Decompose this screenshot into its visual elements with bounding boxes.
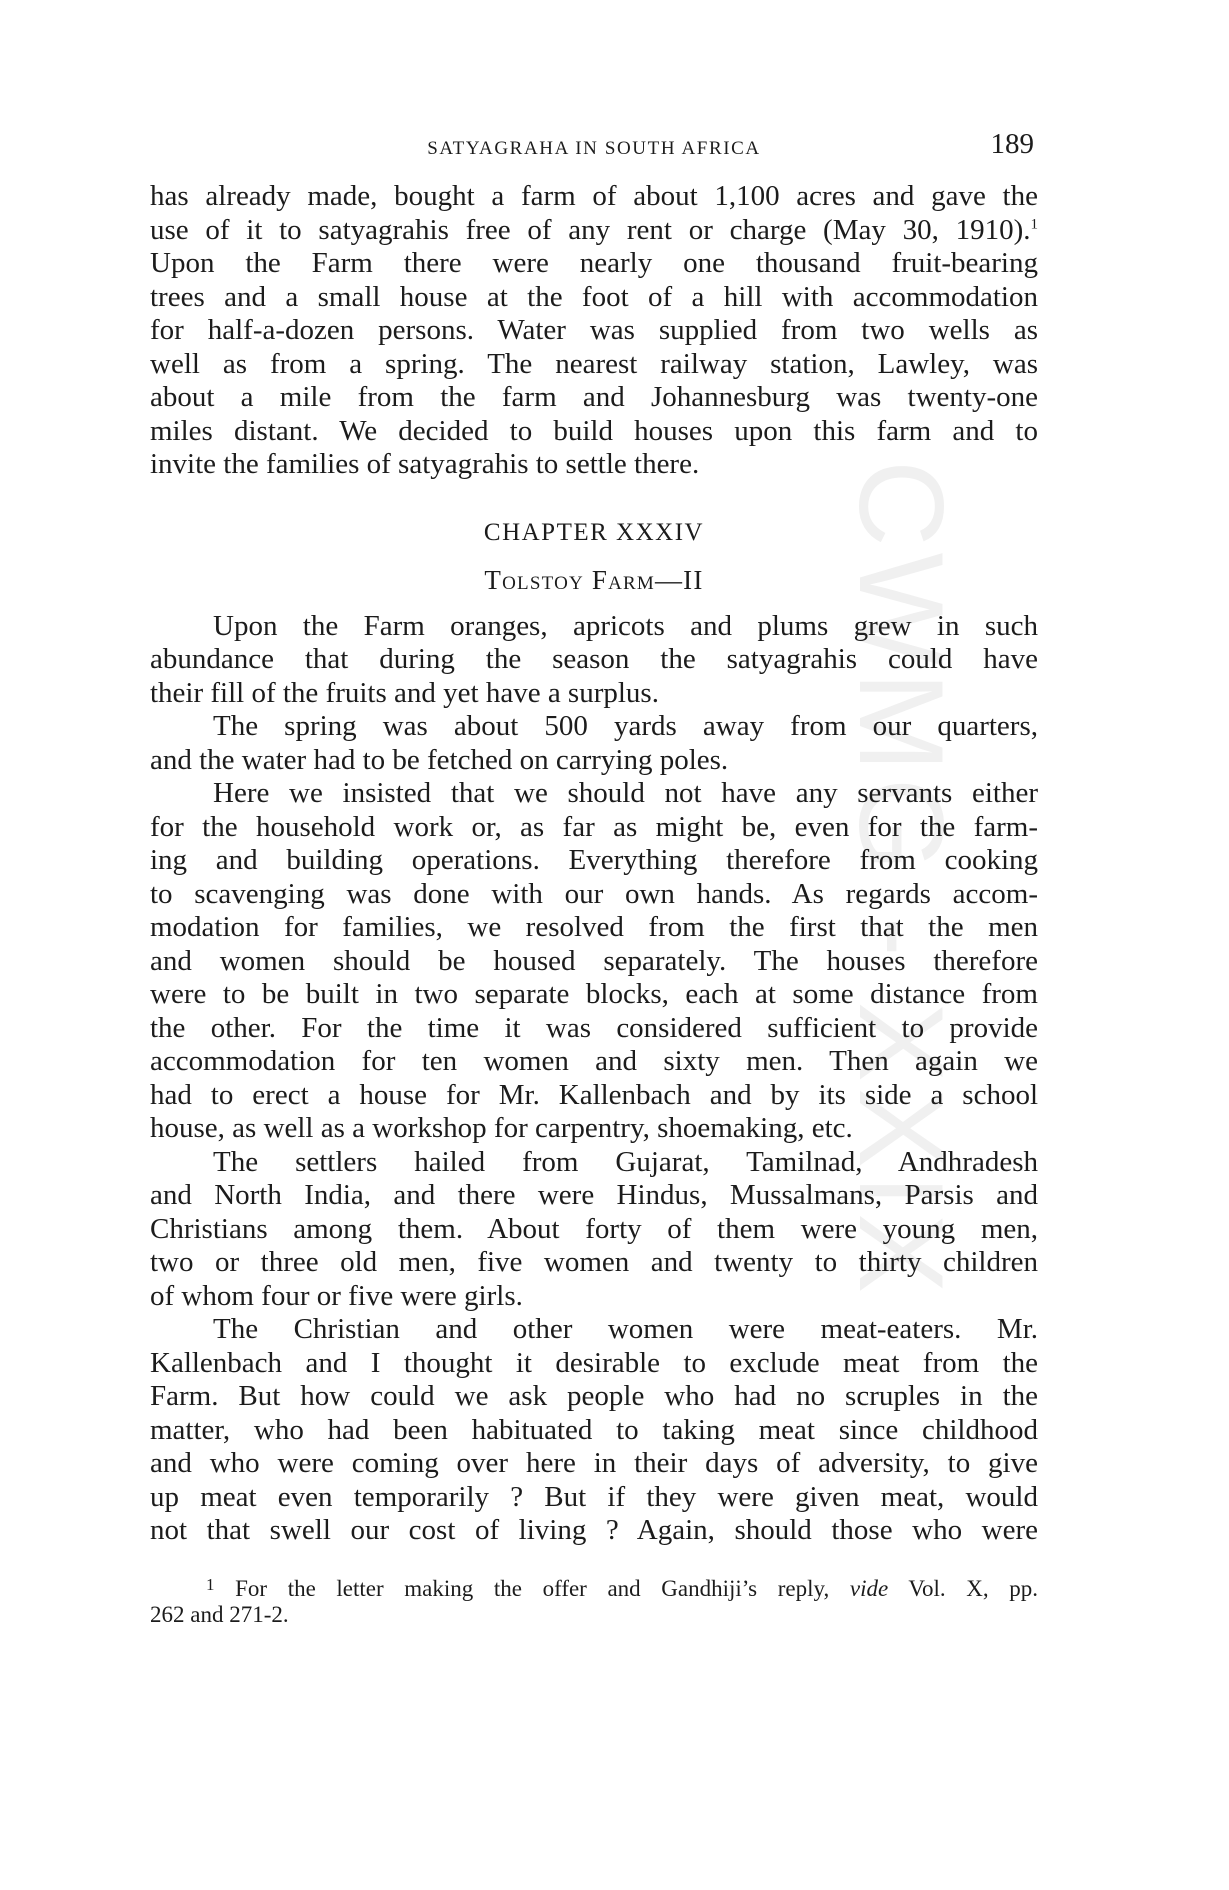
text-line: up meat even temporarily ? But if they were given meat, would: [150, 1480, 1038, 1513]
watermark: CWMG - XXIX: [834, 460, 968, 1300]
text-line: of whom four or five were girls.: [150, 1279, 523, 1312]
text-line: for half-a-dozen persons. Water was supplied from two wells as: [150, 314, 1038, 346]
running-head: [150, 128, 1038, 168]
text-line: The spring was about 500 yards away from our quarters,: [213, 710, 1038, 742]
paragraph: [150, 1146, 1038, 1314]
footnote-line: 262 and 271-2.: [150, 1602, 289, 1627]
paragraph: [150, 610, 1038, 711]
text-line: Upon the Farm there were nearly one thousand fruit-bearing: [150, 247, 1038, 279]
text-line: well as from a spring. The nearest railway station, Lawley, was: [150, 347, 1038, 380]
text-line: matter, who had been habituated to taking meat since childhood: [150, 1413, 1038, 1446]
text-line: Upon the Farm oranges, apricots and plums grew in such: [213, 609, 1038, 642]
text-line: ing and building operations. Everything therefore from cooking: [150, 844, 1038, 876]
text-line: Kallenbach and I thought it desirable to exclude meat from the: [150, 1346, 1038, 1379]
text-line: The Christian and other women were meat-eaters. Mr.: [213, 1313, 1038, 1345]
text-line: house, as well as a workshop for carpentry, shoemaking, etc.: [150, 1112, 853, 1144]
text-line: two or three old men, five women and twenty to thirty children: [150, 1246, 1038, 1278]
text-line: modation for families, we resolved from the first that the men: [150, 911, 1038, 943]
footnote: [150, 1570, 1038, 1630]
chapter-title: Tolstoy Farm—II: [484, 564, 704, 595]
text-line: miles distant. We decided to build houses upon this farm and to: [150, 414, 1038, 447]
text-line: not that swell our cost of living ? Again, should those who were: [150, 1514, 1038, 1546]
text-line: The settlers hailed from Gujarat, Tamilnad, Andhradesh: [213, 1145, 1038, 1178]
paragraph: [150, 710, 1038, 777]
footnote-text: For the letter making the offer and Gandhiji’s reply,: [235, 1576, 830, 1601]
footnote-italic: vide: [849, 1576, 889, 1601]
text-line: and women should be housed separately. The houses therefore: [150, 944, 1038, 977]
text-line: had to erect a house for Mr. Kallenbach and by its side a school: [150, 1078, 1038, 1111]
text-line: their fill of the fruits and yet have a surplus.: [150, 676, 659, 709]
footnote-line: [150, 1570, 1038, 1600]
text-line: for the household work or, as far as might be, even for the farm-: [150, 810, 1038, 843]
text-line: Farm. But how could we ask people who had no scruples in the: [150, 1380, 1038, 1412]
text-line: has already made, bought a farm of about 1,100 acres and gave the: [150, 180, 1038, 212]
text-line: were to be built in two separate blocks, each at some distance from: [150, 978, 1038, 1010]
body-text: [150, 180, 1038, 1548]
paragraph: [150, 777, 1038, 1146]
running-title: SATYAGRAHA IN SOUTH AFRICA: [427, 138, 761, 159]
text-line: Christians among them. About forty of them were young men,: [150, 1212, 1038, 1245]
chapter-heading: CHAPTER XXXIV: [483, 518, 705, 546]
footnote-marker: 1: [1030, 215, 1038, 232]
footnote-number: 1: [206, 1575, 215, 1594]
intro-paragraph: [150, 180, 1038, 482]
text-line: and North India, and there were Hindus, Mussalmans, Parsis and: [150, 1179, 1038, 1211]
page-number: 189: [990, 128, 1034, 160]
text-line: Here we insisted that we should not have any servants either: [213, 777, 1038, 809]
footnote-text: Vol. X, pp.: [908, 1576, 1039, 1601]
text-line: trees and a small house at the foot of a hill with accommodation: [150, 280, 1038, 313]
text-line: and who were coming over here in their days of adversity, to give: [150, 1447, 1038, 1479]
text-line: to scavenging was done with our own hands. As regards accom-: [150, 877, 1038, 910]
text-line: abundance that during the season the satyagrahis could have: [150, 643, 1038, 675]
text-line: the other. For the time it was considered sufficient to provide: [150, 1011, 1038, 1044]
paragraph: [150, 1313, 1038, 1548]
text-line: [150, 214, 1038, 248]
text-line: invite the families of satyagrahis to settle there.: [150, 448, 700, 480]
text-line: and the water had to be fetched on carrying poles.: [150, 743, 729, 776]
text-line: accommodation for ten women and sixty men. Then again we: [150, 1045, 1038, 1077]
text-line: about a mile from the farm and Johannesburg was twenty-one: [150, 381, 1038, 413]
text-line-content: use of it to satyagrahis free of any rent or charge (May 30, 1910).: [150, 213, 1031, 246]
